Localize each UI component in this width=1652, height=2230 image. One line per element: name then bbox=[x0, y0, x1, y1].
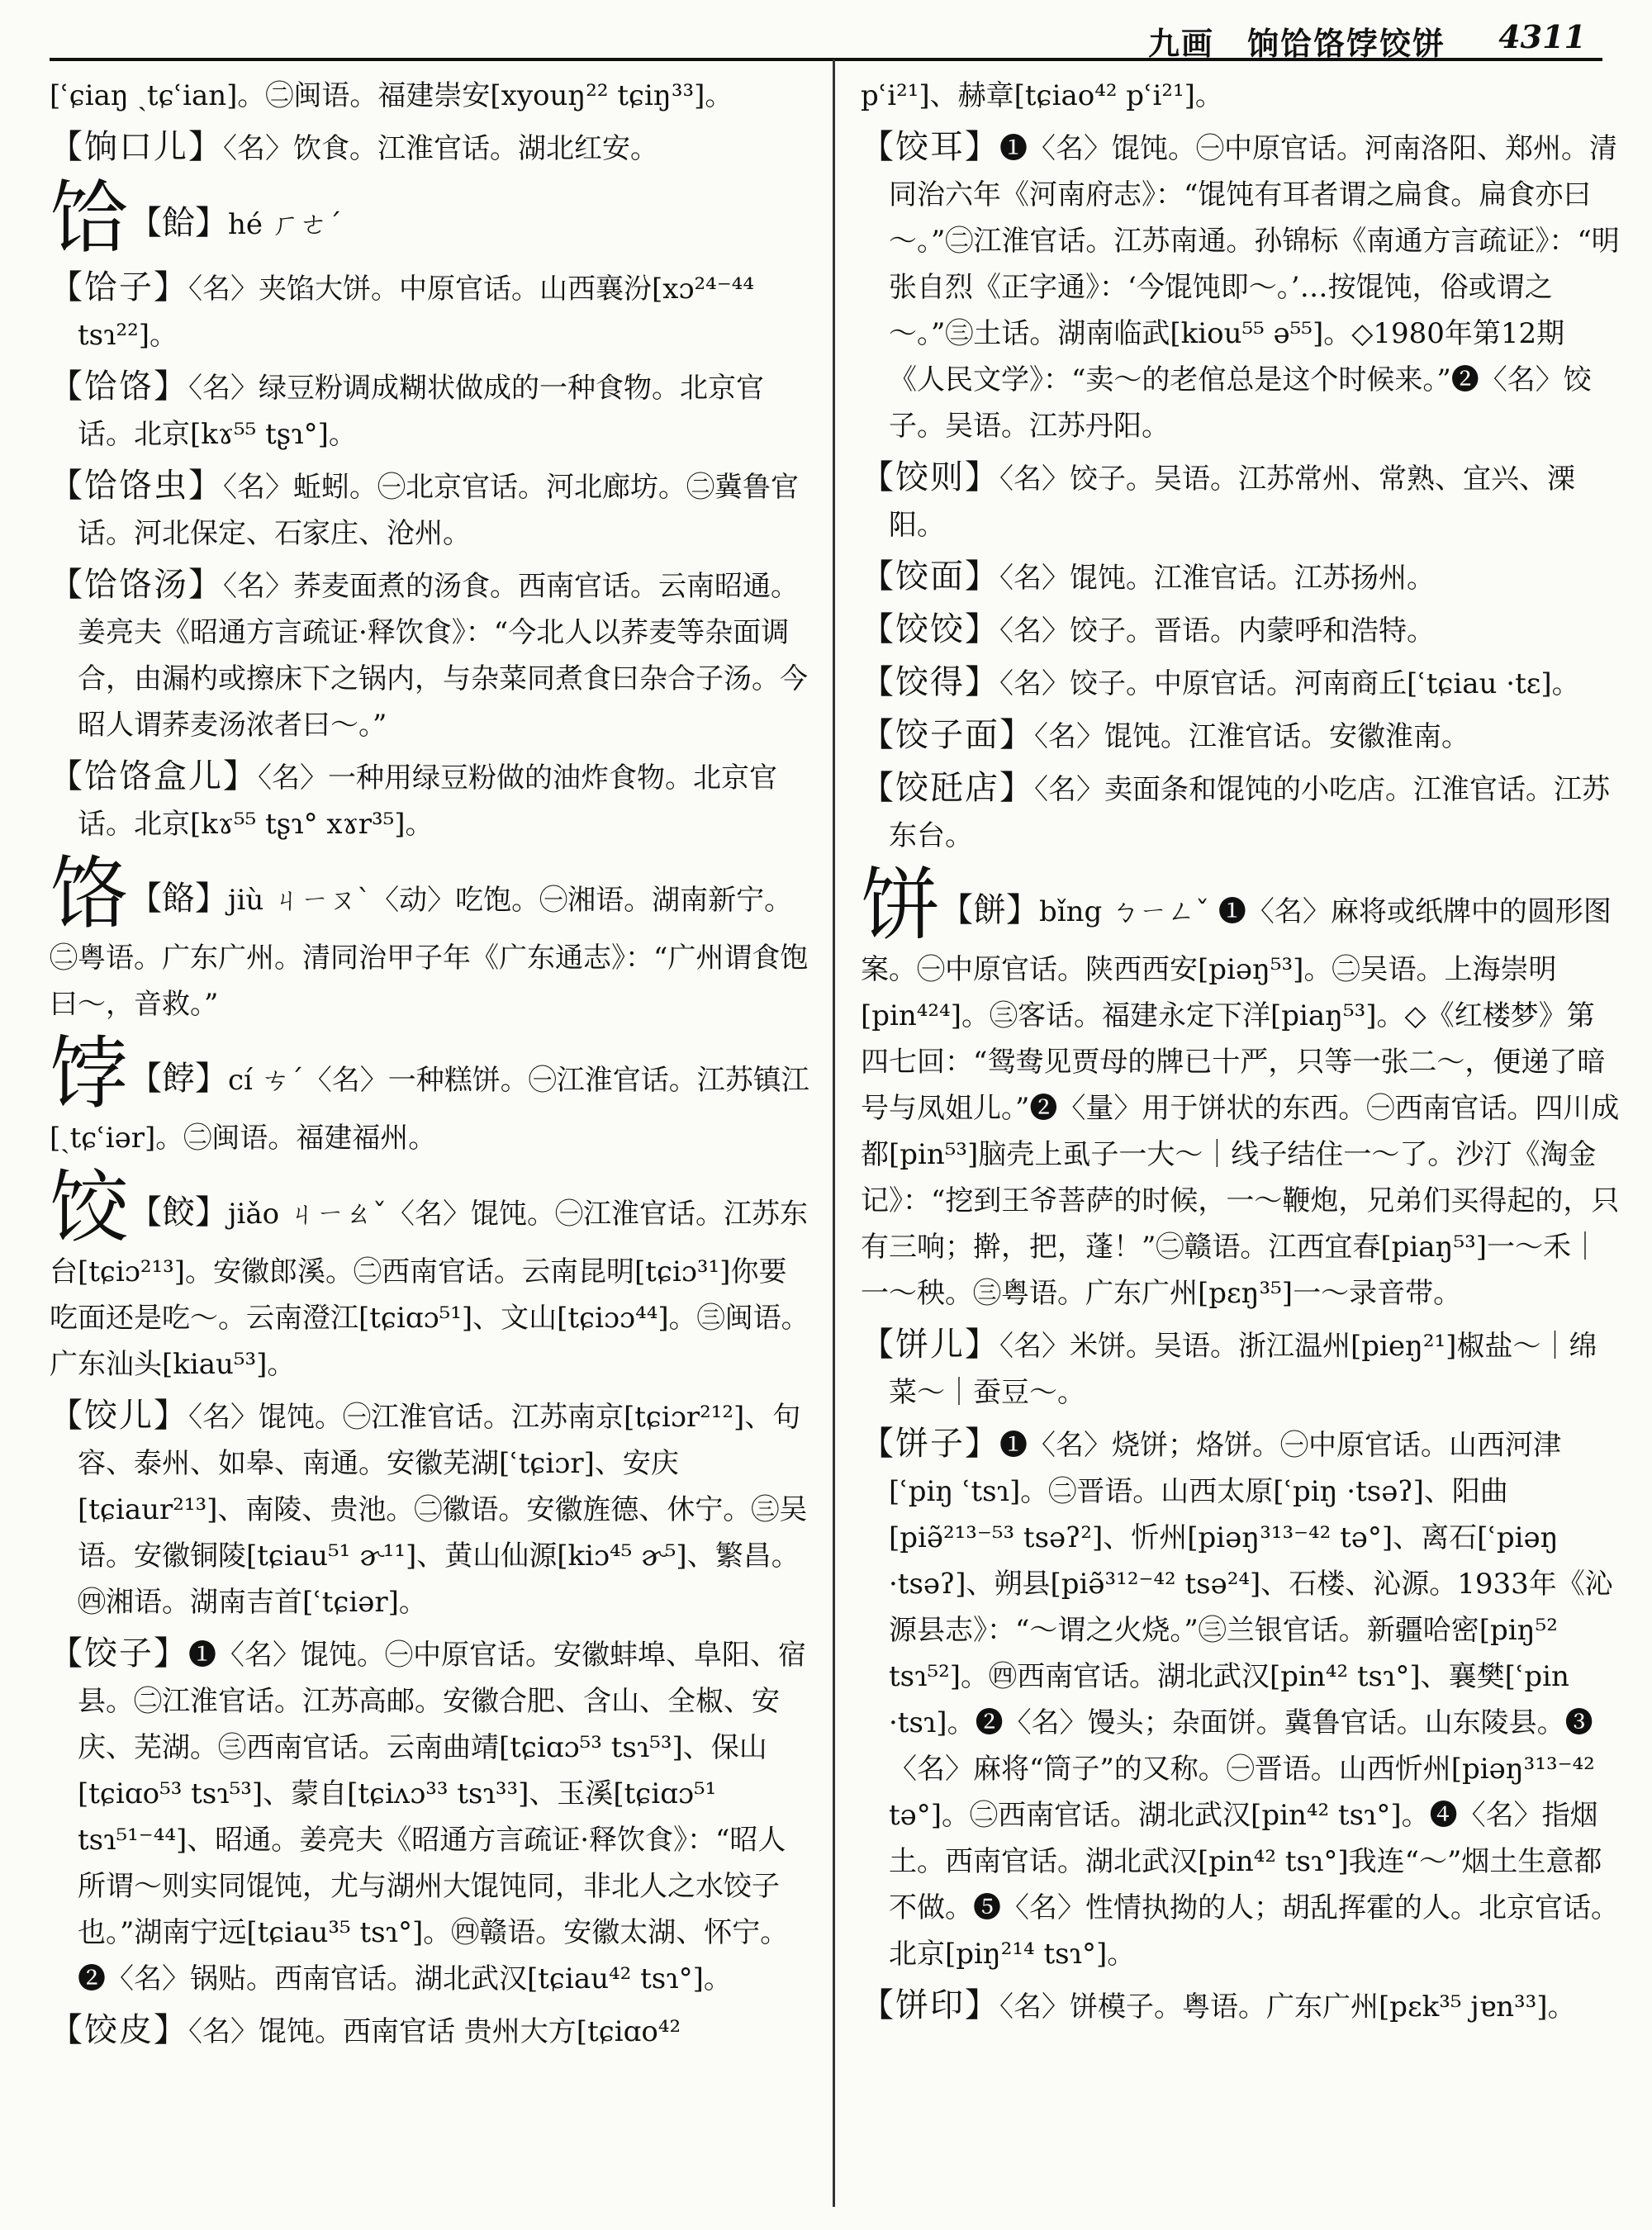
traditional-form: 【餎】 bbox=[129, 880, 228, 918]
entry-definition: 〈名〉米饼。吴语。浙江温州[pieŋ²¹]椒盐～｜绵菜～｜蚕豆～。 bbox=[889, 1330, 1597, 1409]
entry-headword: 【饸饹】 bbox=[50, 368, 188, 406]
character-entry bbox=[861, 859, 1621, 1317]
dictionary-entry bbox=[50, 264, 809, 358]
traditional-form: 【餃】 bbox=[129, 1193, 228, 1231]
dictionary-entry bbox=[861, 1982, 1621, 2030]
entry-headword: 【饺皮】 bbox=[50, 2011, 188, 2049]
continued-text: pʿi²¹]、赫章[tɕiao⁴² pʿi²¹]。 bbox=[861, 79, 1223, 112]
headword-character: 饽 bbox=[50, 1027, 129, 1120]
dictionary-entry bbox=[861, 659, 1621, 707]
entry-definition: jiǎo ㄐㄧㄠˇ〈名〉馄饨。㊀江淮官话。江苏东台[tɕiɔ²¹³]。安徽郎溪。㊁西南官话。云南昆明[tɕiɔ³¹]你要吃面还是吃～。云南澄江[tɕiɑɔ⁵¹]、文山[tɕiɔɔ⁴⁴]。㊂闽语。广东汕头[kiau⁵³]。 bbox=[50, 1198, 809, 1381]
entry-definition: 〈名〉饺子。中原官话。河南商丘[ʿtɕiau ·tɛ]。 bbox=[999, 667, 1580, 700]
entry-headword: 【饸饹盒儿】 bbox=[50, 757, 258, 795]
page-header bbox=[50, 15, 1602, 61]
entry-definition: 〈名〉荞麦面煮的汤食。西南官话。云南昭通。姜亮夫《昭通方言疏证·释饮食》：“今北人以荞麦等杂面调合，由漏杓或擦床下之锅内，与杂菜同煮食曰杂合子汤。今昭人谓荞麦汤浓者曰～。” bbox=[78, 570, 808, 742]
entry-headword: 【饺子】 bbox=[50, 1635, 188, 1672]
headword-character: 饼 bbox=[861, 859, 940, 951]
character-entry bbox=[50, 1161, 809, 1388]
entry-definition: ❶〈名〉馄饨。㊀中原官话。河南洛阳、郑州。清同治六年《河南府志》：“馄饨有耳者谓之扁食。扁食亦曰～。”㊁江淮官话。江苏南通。孙锦标《南通方言疏证》：“明张自烈《正字通》：‘今馄饨即～。’…按馄饨，俗或谓之～。”㊂土话。湖南临武[kiou⁵⁵ ə⁵⁵]。◇1980年第12期《人民文学》：“卖～的老倌总是这个时候来。”❷〈名〉饺子。吴语。江苏丹阳。 bbox=[889, 132, 1620, 443]
entry-definition: 〈名〉馄饨。江淮官话。安徽淮南。 bbox=[1034, 720, 1469, 753]
dictionary-entry bbox=[861, 712, 1621, 760]
entry-definition: hé ㄏㄜˊ bbox=[228, 208, 342, 241]
dictionary-entry bbox=[861, 553, 1621, 601]
entry-headword: 【饺饺】 bbox=[861, 610, 999, 648]
dictionary-entry bbox=[50, 562, 809, 748]
traditional-form: 【餄】 bbox=[129, 204, 228, 242]
entry-definition: cí ㄘˊ〈名〉一种糕饼。㊀江淮官话。江苏镇江[ˏtɕʿiər]。㊁闽语。福建福州。 bbox=[50, 1064, 809, 1155]
dictionary-entry bbox=[50, 363, 809, 458]
traditional-form: 【餑】 bbox=[129, 1060, 228, 1098]
entry-headword: 【饸饹汤】 bbox=[50, 566, 223, 604]
dictionary-entry bbox=[50, 753, 809, 847]
entry-definition: 〈名〉饺子。吴语。江苏常州、常熟、宜兴、溧阳。 bbox=[889, 463, 1575, 542]
entry-headword: 【饸子】 bbox=[50, 268, 188, 306]
character-entry bbox=[50, 1027, 809, 1161]
header-title: 九画 饷饸饹饽饺饼 bbox=[1147, 25, 1446, 62]
left-column bbox=[50, 73, 809, 2060]
entry-headword: 【饼子】 bbox=[861, 1425, 999, 1463]
entry-definition: 〈名〉馄饨。㊀江淮官话。江苏南京[tɕiɔr²¹²]、句容、泰州、如皋、南通。安徽芜湖[ʿtɕiɔr]、安庆[tɕiaur²¹³]、南陵、贵池。㊁徽语。安徽旌德、休宁。㊂吴语。安徽铜陵[tɕiau⁵¹ ɚ¹¹]、黄山仙源[kiɔ⁴⁵ ɚ⁵]、繁昌。㊃湘语。湖南吉首[ʿtɕiər]。 bbox=[78, 1401, 808, 1619]
headword-character: 饸 bbox=[50, 172, 129, 264]
entry-definition: 〈名〉馄饨。江淮官话。江苏扬州。 bbox=[999, 562, 1435, 595]
entry-headword: 【饼儿】 bbox=[861, 1326, 999, 1364]
entry-headword: 【饺得】 bbox=[861, 663, 999, 701]
dictionary-entry bbox=[50, 1393, 809, 1625]
entry-definition: jiù ㄐㄧㄡˋ〈动〉吃饱。㊀湘语。湖南新宁。㊁粤语。广东广州。清同治甲子年《广东通志》：“广州谓食饱曰～，音救。” bbox=[50, 884, 809, 1021]
entry-definition: 〈名〉夹馅大饼。中原官话。山西襄汾[xɔ²⁴⁻⁴⁴ tsɿ²²]。 bbox=[78, 273, 754, 352]
entry-headword: 【饷口儿】 bbox=[50, 128, 223, 166]
page-number: 4311 bbox=[1498, 18, 1586, 55]
character-entry bbox=[50, 847, 809, 1027]
headword-character: 饺 bbox=[50, 1161, 129, 1254]
entry-definition: 〈名〉绿豆粉调成糊状做成的一种食物。北京官话。北京[kɤ⁵⁵ tʂɿ°]。 bbox=[78, 372, 764, 451]
dictionary-entry bbox=[861, 454, 1621, 548]
headword-character: 饹 bbox=[50, 847, 129, 940]
entry-definition: 〈名〉蚯蚓。㊀北京官话。河北廊坊。㊁冀鲁官话。河北保定、石家庄、沧州。 bbox=[78, 471, 799, 550]
entry-definition: 〈名〉饮食。江淮官话。湖北红安。 bbox=[223, 132, 658, 165]
character-entry bbox=[50, 172, 809, 264]
right-column bbox=[861, 73, 1621, 2035]
entry-definition: ❶〈名〉馄饨。㊀中原官话。安徽蚌埠、阜阳、宿县。㊁江淮官话。江苏高邮。安徽合肥、含山、全椒、安庆、芜湖。㊂西南官话。云南曲靖[tɕiɑɔ⁵³ tsɿ⁵³]、保山[tɕiɑo⁵³ tsɿ⁵³]、蒙自[tɕiʌɔ³³ tsɿ³³]、玉溪[tɕiɑɔ⁵¹ tsɿ⁵¹⁻⁴⁴]、昭通。姜亮夫《昭通方言疏证·释饮食》：“昭人所谓～则实同馄饨，尤与湖州大馄饨同，非北人之水饺子也。”湖南宁远[tɕiau³⁵ tsɿ°]。㊃赣语。安徽太湖、怀宁。❷〈名〉锅贴。西南官话。湖北武汉[tɕiau⁴² tsɿ°]。 bbox=[78, 1639, 806, 1995]
entry-definition: 〈名〉卖面条和馄饨的小吃店。江淮官话。江苏东台。 bbox=[889, 773, 1610, 852]
dictionary-entry bbox=[861, 1321, 1621, 1416]
dictionary-entry bbox=[50, 1630, 809, 2002]
traditional-form: 【餅】 bbox=[940, 891, 1039, 929]
entry-definition: bǐng ㄅㄧㄥˇ ❶〈名〉麻将或纸牌中的圆形图案。㊀中原官话。陕西西安[piəŋ⁵³]。㊁吴语。上海崇明[pin⁴²⁴]。㊂客话。福建永定下洋[piaŋ⁵³]。◇《红楼梦》第四七回：“鸳鸯见贾母的牌已十严，只等一张二～，便递了暗号与凤姐儿。”❷〈量〉用于饼状的东西。㊀西南官话。四川成都[pin⁵³]脑壳上虱子一大～｜线子结住一～了。沙汀《淘金记》：“挖到王爷菩萨的时候，一～鞭炮，兄弟们买得起的，只有三响；擀，把，蓬！”㊁赣语。江西宜春[piaŋ⁵³]一～禾｜一～秧。㊂粤语。广东广州[pɛŋ³⁵]一～录音带。 bbox=[861, 895, 1620, 1310]
entry-headword: 【饺则】 bbox=[861, 458, 999, 496]
entry-headword: 【饺子面】 bbox=[861, 716, 1034, 754]
dictionary-entry bbox=[50, 463, 809, 557]
entry-headword: 【饺瓩店】 bbox=[861, 769, 1034, 807]
entry-headword: 【饼印】 bbox=[861, 1986, 999, 2024]
dictionary-entry bbox=[50, 2007, 809, 2055]
dictionary-entry bbox=[861, 606, 1621, 654]
entry-definition: 〈名〉馄饨。西南官话 贵州大方[tɕiɑo⁴² bbox=[188, 2015, 681, 2048]
entry-definition: 〈名〉一种用绿豆粉做的油炸食物。北京官话。北京[kɤ⁵⁵ tʂɿ° xɤr³⁵]。 bbox=[78, 762, 777, 841]
entry-headword: 【饺面】 bbox=[861, 558, 999, 595]
dictionary-entry bbox=[861, 1421, 1621, 1977]
continued-text: [ʿɕiaŋ ˏtɕʿian]。㊁闽语。福建崇安[xyouŋ²² tɕiŋ³³]。 bbox=[50, 79, 733, 112]
entry-definition: 〈名〉饼模子。粤语。广东广州[pɛk³⁵ jɐn³³]。 bbox=[999, 1990, 1576, 2024]
dictionary-entry bbox=[861, 765, 1621, 859]
entry-headword: 【饸饹虫】 bbox=[50, 467, 223, 505]
dictionary-entry bbox=[861, 124, 1621, 449]
dictionary-entry bbox=[50, 124, 809, 172]
entry-definition: ❶〈名〉烧饼；烙饼。㊀中原官话。山西河津[ʿpiŋ ʿtsɿ]。㊁晋语。山西太原[ʿpiŋ ·tsəʔ]、阳曲[piə̃²¹³⁻⁵³ tsəʔ²]、忻州[piəŋ³¹³⁻⁴² tə°]、离石[ʿpiəŋ ·tsəʔ]、朔县[piə̃³¹²⁻⁴² tsə²⁴]、石楼、沁源。1933年《沁源县志》：“～谓之火烧。”㊂兰银官话。新疆哈密[piŋ⁵² tsɿ⁵²]。㊃西南官话。湖北武汉[pin⁴² tsɿ°]、襄樊[ʿpin ·tsɿ]。❷〈名〉馒头；杂面饼。冀鲁官话。山东陵县。❸〈名〉麻将“筒子”的又称。㊀晋语。山西忻州[piəŋ³¹³⁻⁴² tə°]。㊁西南官话。湖北武汉[pin⁴² tsɿ°]。❹〈名〉指烟土。西南官话。湖北武汉[pin⁴² tsɿ°]我连“～”烟土生意都不做。❺〈名〉性情执拗的人；胡乱挥霍的人。北京官话。北京[piŋ²¹⁴ tsɿ°]。 bbox=[889, 1429, 1619, 1971]
entry-headword: 【饺耳】 bbox=[861, 128, 999, 166]
column-divider bbox=[833, 59, 835, 2207]
entry-definition: 〈名〉饺子。晋语。内蒙呼和浩特。 bbox=[999, 614, 1435, 648]
entry-headword: 【饺儿】 bbox=[50, 1397, 188, 1435]
